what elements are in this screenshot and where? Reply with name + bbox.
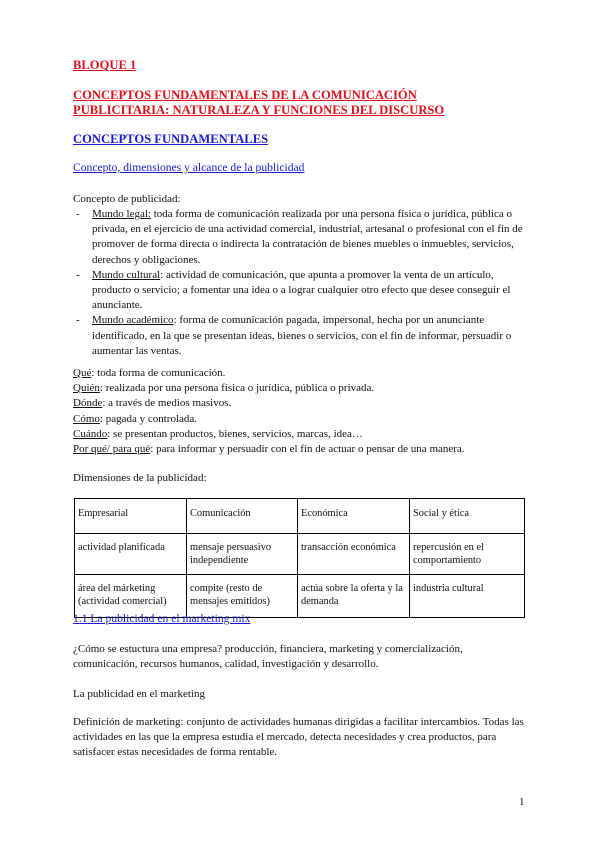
table-cell: industria cultural [410,575,525,618]
question-item: Cómo: pagada y controlada. [73,412,198,425]
definition-text: : forma de comunicación pagada, impersonal, hecha por un anunciante identificado, en la que se presentan ideas, bienes o servicios, con el fin de informar, persuadir o aumentar las ventas. [92,314,512,357]
table-cell: mensaje persuasivo independiente [187,534,298,575]
definition-item-academico: - Mundo académico: forma de comunicación pagada, impersonal, hecha por un anunciante identificado, en la que se presentan ideas, bienes o servicios, con el fin de informar, persuadir o aumentar las ventas. [76,314,512,357]
definition-item-cultural: - Mundo cultural: actividad de comunicación, que apunta a promover la venta de un artículo, producto o servicio; a fomentar una idea o a lograr cualquier otro efecto que desee conseguir el anunciante. [76,268,511,312]
bloque-heading: BLOQUE 1 [73,58,137,72]
question-item: Dónde: a través de medios masivos. [73,397,232,410]
subsection-title-concepto[interactable]: Concepto, dimensiones y alcance de la publicidad [73,161,305,174]
definition-term: Mundo legal: [92,208,151,220]
marketing-heading: La publicidad en el marketing [73,688,205,700]
definition-text: toda forma de comunicación realizada por una persona física o jurídica, pública o privada, en el ejercicio de una actividad comercial, industrial, artesanal o profesional con el fin de promover de forma directa o indirecta la contratación de bienes muebles o inmuebles, servicios, derechos y obligaciones. [92,208,523,266]
marketing-definition: Definición de marketing: conjunto de actividades humanas dirigidas a facilitar intercambios. Todas las actividades en las que la empresa estudia el mercado, detecta necesidades y crea productos, para satisfacer estas necesidades de forma rentable. [73,716,524,759]
table-cell: área del márketing (actividad comercial) [75,575,187,618]
table-header-row [75,499,525,534]
main-title: CONCEPTOS FUNDAMENTALES DE LA COMUNICACIÓN PUBLICITARIA: NATURALEZA Y FUNCIONES DEL DISCURSO [73,88,445,117]
definition-term: Mundo académico [92,314,174,327]
table-cell: repercusión en el comportamiento [410,534,525,575]
table-cell: transacción económica [298,534,410,575]
definition-text: : actividad de comunicación, que apunta a promover la venta de un artículo, producto o servicio; a fomentar una idea o a lograr cualquier otro efecto que desee conseguir el anunciante. [92,268,511,312]
concepto-label: Concepto de publicidad: [73,193,181,205]
definitions-list [73,207,525,359]
page-number: 1 [519,796,525,808]
table-header-cell: Social y ética [410,499,525,534]
table-cell: compite (resto de mensajes emitidos) [187,575,298,618]
subsection-title-marketing-mix[interactable]: 1.1 La publicidad en el marketing mix [73,612,251,625]
empresa-paragraph: ¿Cómo se estuctura una empresa? producción, financiera, marketing y comercialización, comunicación, recursos humanos, calidad, investigación y desarrollo. [73,643,463,671]
questions-list [73,366,465,457]
question-item: Qué: toda forma de comunicación. [73,367,226,379]
question-item: Por qué/ para qué: para informar y persuadir con el fin de actuar o pensar de una manera. [73,443,465,456]
question-item: Cuándo: se presentan productos, bienes, servicios, marcas, idea… [73,427,363,440]
dimensiones-label: Dimensiones de la publicidad: [73,472,207,484]
table-cell: actúa sobre la oferta y la demanda [298,575,410,618]
question-item: Quién: realizada por una persona física o jurídica, pública o privada. [73,382,375,395]
table-header-cell: Comunicación [187,499,298,534]
section-title: CONCEPTOS FUNDAMENTALES [73,132,269,146]
table-header-cell: Empresarial [75,499,187,534]
table-row [75,534,525,575]
definition-term: Mundo cultural [92,268,161,281]
table-cell: actividad planificada [75,534,187,575]
dimensiones-table [74,498,525,618]
definition-item-legal: - Mundo legal: toda forma de comunicación realizada por una persona física o jurídica, pública o privada, en el ejercicio de una actividad comercial, industrial, artesanal o profesional con el fin de promover de forma directa o indirecta la contratación de bienes muebles o inmuebles, servicios, derechos y obligaciones. [76,208,523,266]
table-header-cell: Económica [298,499,410,534]
